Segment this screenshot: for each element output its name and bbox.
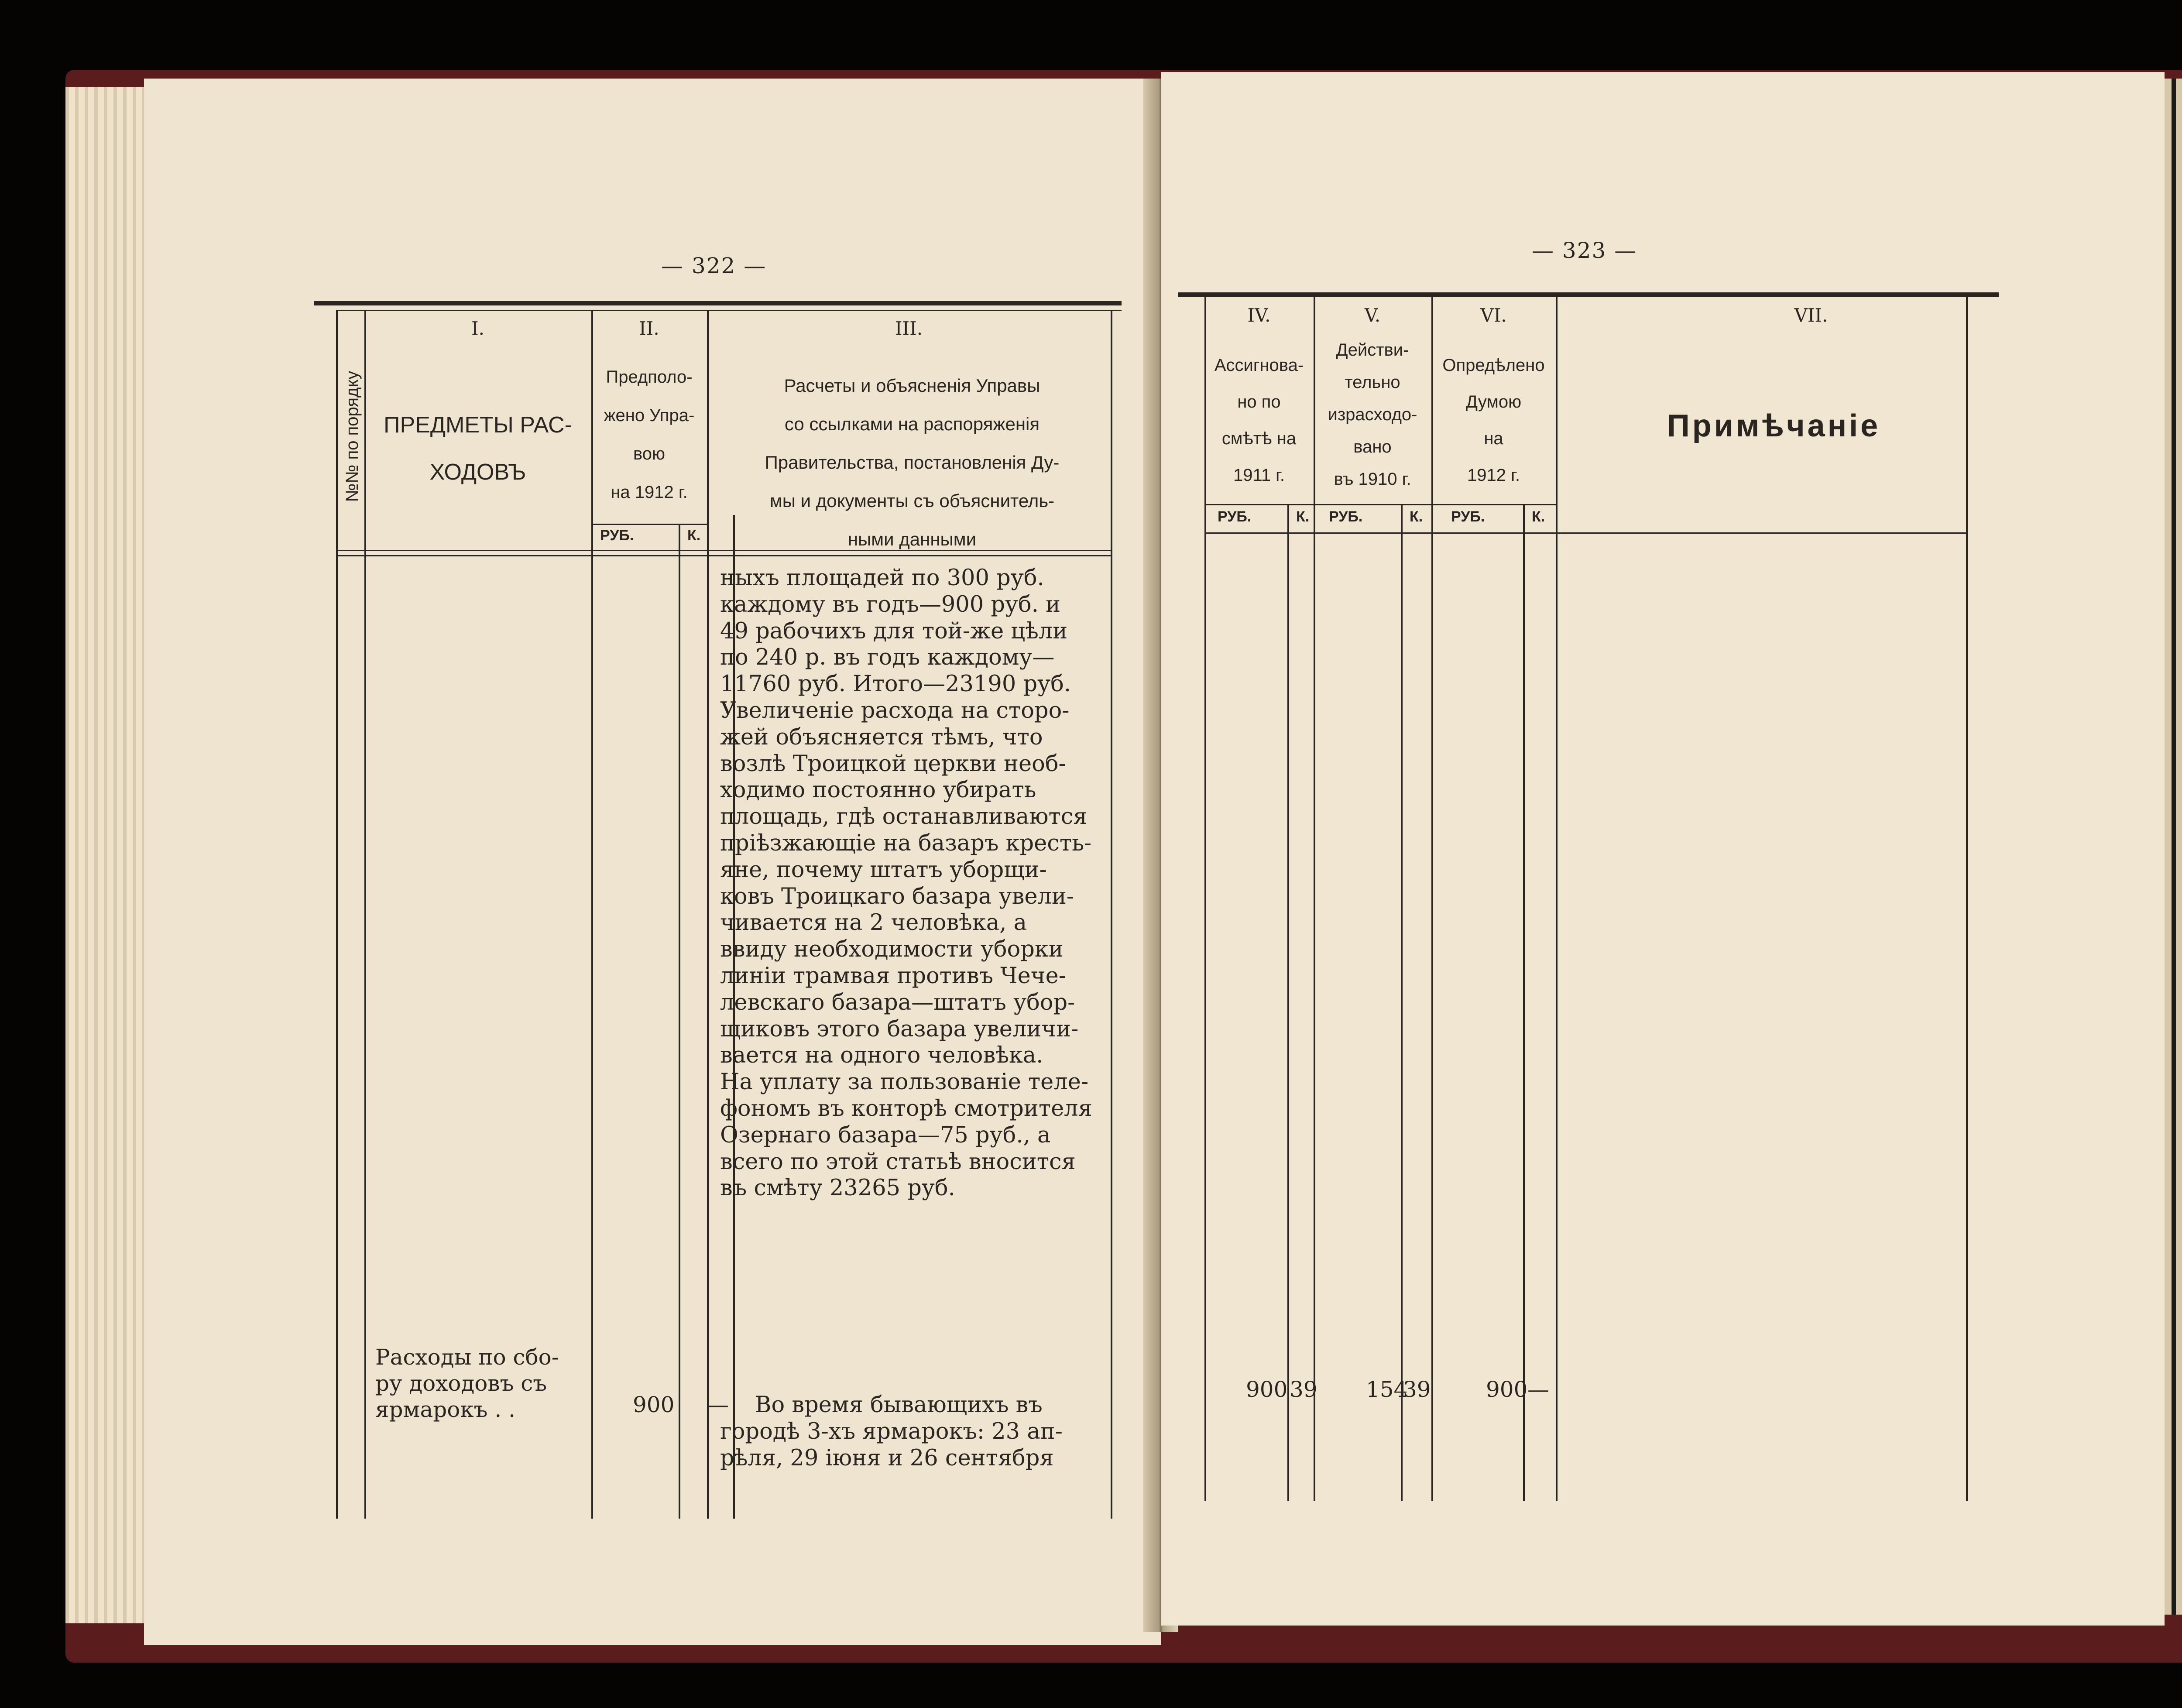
col-line: [1287, 504, 1289, 1501]
col-line: [1111, 310, 1112, 1519]
col-line: [336, 310, 338, 1519]
expense-item-name: Расходы по сбо- ру доходовъ съ ярмарокъ . .: [375, 1344, 559, 1422]
col3-roman: III.: [895, 318, 923, 339]
kop-label: К.: [1410, 508, 1423, 525]
col6-kop-value: —: [1527, 1377, 1549, 1402]
text-line: ходимо постоянно убирать: [720, 777, 1036, 803]
text-line: линіи трамвая противъ Чече-: [720, 963, 1066, 989]
kop-label: К.: [687, 527, 701, 544]
text-line: Озернаго базара—75 руб., а: [720, 1122, 1051, 1148]
text-line: На уплату за пользованіе теле-: [720, 1069, 1089, 1095]
col6-rub-value: 900: [1486, 1377, 1528, 1402]
col1-roman: I.: [471, 318, 484, 339]
col-line: [1966, 297, 1968, 1501]
col-line: [1523, 504, 1525, 1501]
col-line: [707, 310, 709, 1519]
text-line: Во время бывающихъ въ: [755, 1392, 1043, 1418]
text-line: городѣ 3-хъ ярмарокъ: 23 ап-: [720, 1418, 1063, 1444]
header-rub-rule: [591, 524, 707, 525]
table-top-rule: [1178, 292, 1999, 297]
text-line: чивается на 2 человѣка, а: [720, 910, 1027, 936]
col7-header: Примѣчаніе: [1667, 408, 1881, 443]
amount-rub: 900: [633, 1392, 675, 1417]
kop-label: К.: [1296, 508, 1310, 525]
kop-label: К.: [1532, 508, 1545, 525]
col3-header: Расчеты и объясненія Управы со ссылками на распоряженія Правительства, постановленія Ду- мы и документы съ объяснитель- ными данными: [765, 375, 1060, 549]
text-line: пріѣзжающіе на базаръ кресть-: [720, 830, 1092, 856]
table-top-rule: [314, 301, 1122, 305]
bleed-through-text: [598, 637, 605, 664]
text-line: фономъ въ конторѣ смотрителя: [720, 1095, 1092, 1122]
col1-header: ПРЕДМЕТЫ РАС- ХОДОВЪ: [384, 412, 572, 485]
header-rub-rule: [1204, 504, 1556, 505]
col0-header: №№ по порядку: [343, 370, 362, 502]
page-number: — 322 —: [661, 253, 767, 278]
col6-header: Опредѣлено Думою на 1912 г.: [1442, 356, 1545, 485]
rub-label: РУБ.: [1218, 508, 1252, 525]
left-page: [144, 79, 1161, 1645]
text-line: всего по этой статьѣ вносится: [720, 1149, 1076, 1175]
col2-header: Предполо- жено Упра- вою на 1912 г.: [604, 367, 695, 502]
col-line: [1401, 504, 1403, 1501]
text-line: рѣля, 29 іюня и 26 сентября: [720, 1445, 1054, 1471]
col5-rub-value: 154: [1366, 1377, 1408, 1402]
text-line: ввиду необходимости уборки: [720, 936, 1064, 963]
col5-roman: V.: [1364, 305, 1381, 326]
col4-roman: IV.: [1247, 305, 1271, 326]
text-line: яне, почему штатъ уборщи-: [720, 857, 1047, 883]
table-top-thin-rule: [336, 310, 1122, 311]
text-line: въ смѣту 23265 руб.: [720, 1175, 955, 1201]
page-edges-left: [65, 87, 148, 1623]
col2-roman: II.: [639, 318, 659, 339]
text-line: по 240 р. въ годъ каждому—: [720, 645, 1055, 671]
text-line: возлѣ Троицкой церкви необ-: [720, 751, 1066, 777]
text-line: вается на одного человѣка.: [720, 1043, 1043, 1069]
text-line: каждому въ годъ—900 руб. и: [720, 591, 1061, 617]
text-line: площадь, гдѣ останавливаются: [720, 804, 1088, 830]
text-line: ковъ Троицкаго базара увели-: [720, 883, 1074, 909]
text-line: Увеличеніе расхода на сторо-: [720, 697, 1070, 724]
header-bottom-rule: [1204, 532, 1966, 534]
col4-header: Ассигнова- но по смѣтѣ на 1911 г.: [1214, 356, 1304, 485]
text-line: левскаго базара—штатъ убор-: [720, 989, 1075, 1015]
rub-label: РУБ.: [1451, 508, 1485, 525]
explanation-text: [720, 565, 1104, 1202]
rub-label: РУБ.: [1329, 508, 1363, 525]
col7-roman: VII.: [1794, 305, 1828, 326]
col6-roman: VI.: [1480, 305, 1507, 326]
col-line: [679, 524, 680, 1519]
col5-header: Действи- тельно израсходо- вано въ 1910 г.: [1328, 340, 1417, 489]
right-page: [1161, 72, 2165, 1626]
text-line: 49 рабочихъ для той-же цѣли: [720, 618, 1068, 644]
col-line: [1556, 297, 1558, 1501]
col5-kop-value: 39: [1403, 1377, 1431, 1402]
item2-text: [720, 1392, 1104, 1471]
amount-kop: —: [707, 1392, 729, 1417]
col4-kop-value: 39: [1290, 1377, 1317, 1402]
text-line: 11760 руб. Итого—23190 руб.: [720, 671, 1071, 697]
text-line: щиковъ этого базара увеличи-: [720, 1016, 1079, 1042]
col4-rub-value: 900: [1246, 1377, 1288, 1402]
rub-label: РУБ.: [600, 527, 634, 544]
text-line: ныхъ площадей по 300 руб.: [720, 565, 1044, 591]
page-number: — 323 —: [1532, 238, 1637, 263]
text-line: жей объясняется тѣмъ, что: [720, 724, 1043, 750]
